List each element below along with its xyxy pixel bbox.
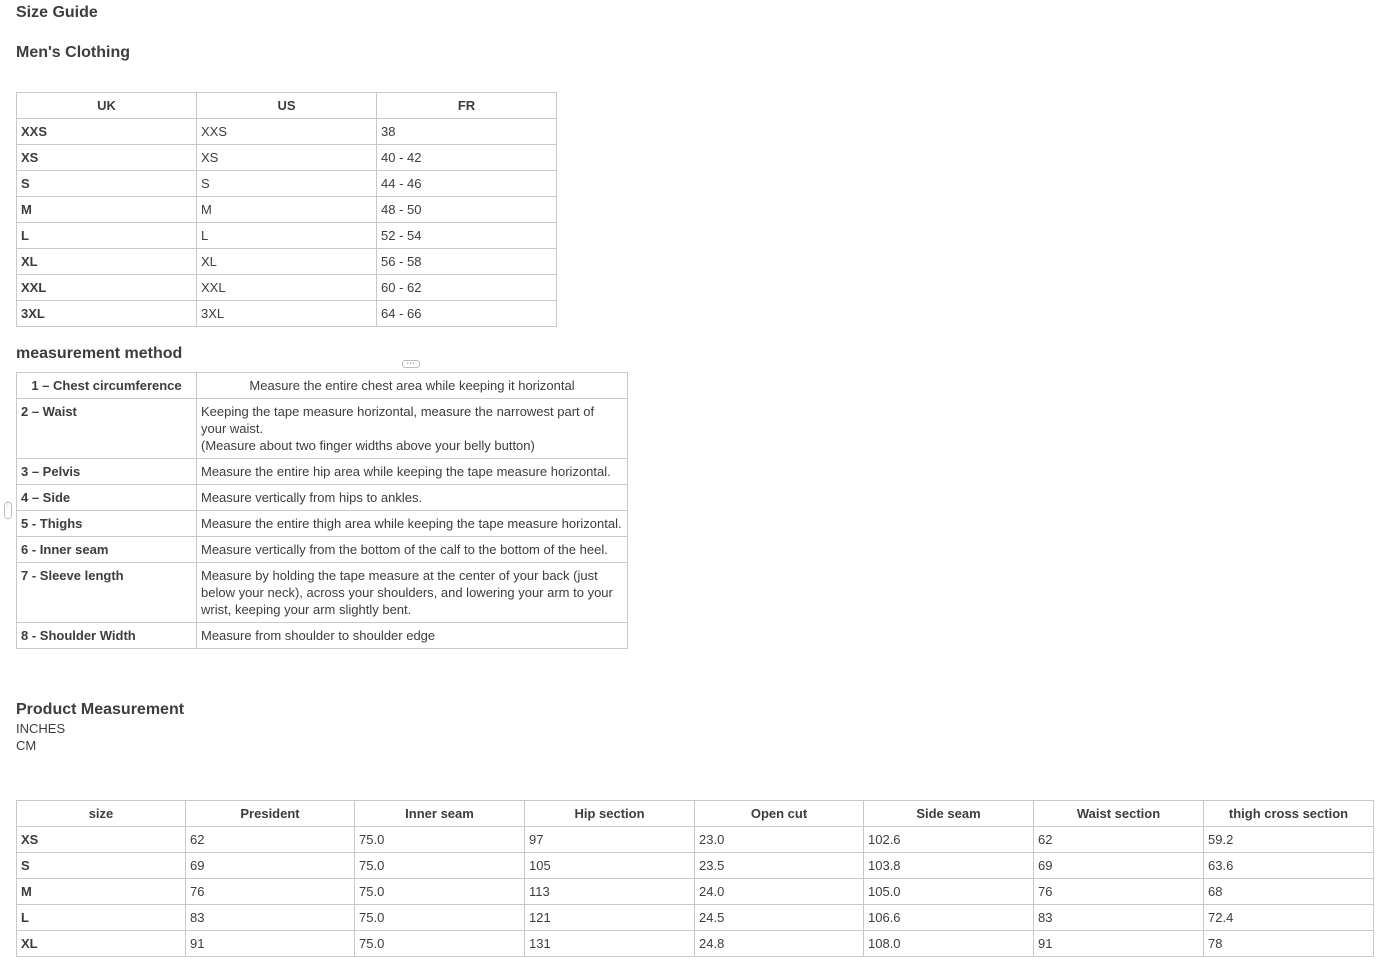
size-cell-us: M <box>197 197 377 223</box>
measurement-description <box>197 511 628 537</box>
size-cell-us: XL <box>197 249 377 275</box>
size-cell-fr: 44 - 46 <box>377 171 557 197</box>
measurement-value: 75.0 <box>355 879 525 905</box>
size-cell-uk: XS <box>17 145 197 171</box>
measurement-value: 97 <box>525 827 695 853</box>
measurement-name: 8 - Shoulder Width <box>17 623 197 649</box>
size-cell-uk: 3XL <box>17 301 197 327</box>
column-header-us: US <box>197 93 377 119</box>
size-cell-uk: XXS <box>17 119 197 145</box>
unit-option-cm[interactable]: CM <box>16 738 37 753</box>
product-measurement-table <box>16 800 1374 957</box>
row-drag-handle-icon[interactable]: ⋮ <box>4 502 12 519</box>
column-header: Inner seam <box>355 801 525 827</box>
size-cell-us: S <box>197 171 377 197</box>
table-row <box>17 373 628 399</box>
table-row <box>17 119 557 145</box>
measurement-value: 75.0 <box>355 931 525 957</box>
size-cell-fr: 38 <box>377 119 557 145</box>
measurement-value: 68 <box>1204 879 1374 905</box>
table-row <box>17 853 1374 879</box>
column-header: Open cut <box>695 801 864 827</box>
page-title: Size Guide <box>16 4 98 21</box>
description-line: Measure the entire chest area while keeping it horizontal <box>249 378 575 393</box>
table-row <box>17 623 628 649</box>
measurement-value: 105.0 <box>864 879 1034 905</box>
section-title-measurement-method: measurement method <box>16 345 183 362</box>
description-line: Keeping the tape measure horizontal, measure the narrowest part of your waist. <box>201 404 595 436</box>
size-cell: L <box>17 905 186 931</box>
table-row <box>17 485 628 511</box>
table-row <box>17 879 1374 905</box>
table-row <box>17 537 628 563</box>
table-row <box>17 459 628 485</box>
description-line: Measure vertically from hips to ankles. <box>201 490 423 505</box>
size-cell: XS <box>17 827 186 853</box>
measurement-description <box>197 459 628 485</box>
measurement-value: 24.5 <box>695 905 864 931</box>
table-row <box>17 827 1374 853</box>
measurement-value: 76 <box>1034 879 1204 905</box>
measurement-description <box>197 373 628 399</box>
measurement-value: 75.0 <box>355 853 525 879</box>
size-conversion-table <box>16 92 557 327</box>
measurement-value: 62 <box>186 827 355 853</box>
column-header: Waist section <box>1034 801 1204 827</box>
table-row <box>17 249 557 275</box>
table-row <box>17 171 557 197</box>
section-title-mens-clothing: Men's Clothing <box>16 44 131 61</box>
measurement-name: 3 – Pelvis <box>17 459 197 485</box>
size-cell-uk: L <box>17 223 197 249</box>
measurement-value: 131 <box>525 931 695 957</box>
table-row <box>17 399 628 459</box>
size-cell-uk: S <box>17 171 197 197</box>
size-cell-us: XXS <box>197 119 377 145</box>
table-row <box>17 197 557 223</box>
measurement-description <box>197 399 628 459</box>
size-cell-fr: 56 - 58 <box>377 249 557 275</box>
column-header: President <box>186 801 355 827</box>
size-cell-uk: XXL <box>17 275 197 301</box>
size-cell-us: XS <box>197 145 377 171</box>
measurement-value: 78 <box>1204 931 1374 957</box>
measurement-method-table <box>16 372 628 649</box>
size-cell-fr: 64 - 66 <box>377 301 557 327</box>
description-line: (Measure about two finger widths above your belly button) <box>201 438 535 453</box>
table-header-row <box>17 93 557 119</box>
measurement-value: 62 <box>1034 827 1204 853</box>
description-line: Measure by holding the tape measure at the center of your back (just below your neck), across your shoulders, and lowering your arm to your wrist, keeping your arm slightly bent. <box>201 568 613 617</box>
measurement-value: 75.0 <box>355 827 525 853</box>
column-header: size <box>17 801 186 827</box>
measurement-value: 72.4 <box>1204 905 1374 931</box>
description-line: Measure vertically from the bottom of the calf to the bottom of the heel. <box>201 542 608 557</box>
size-cell-uk: M <box>17 197 197 223</box>
description-line: Measure from shoulder to shoulder edge <box>201 628 436 643</box>
table-row <box>17 905 1374 931</box>
column-header: Side seam <box>864 801 1034 827</box>
measurement-value: 24.0 <box>695 879 864 905</box>
description-line: Measure the entire hip area while keeping the tape measure horizontal. <box>201 464 611 479</box>
measurement-value: 23.5 <box>695 853 864 879</box>
measurement-value: 102.6 <box>864 827 1034 853</box>
table-row <box>17 931 1374 957</box>
measurement-value: 63.6 <box>1204 853 1374 879</box>
measurement-name: 4 – Side <box>17 485 197 511</box>
measurement-value: 105 <box>525 853 695 879</box>
size-cell: M <box>17 879 186 905</box>
measurement-value: 75.0 <box>355 905 525 931</box>
column-header-uk: UK <box>17 93 197 119</box>
measurement-name: 5 - Thighs <box>17 511 197 537</box>
size-cell-fr: 40 - 42 <box>377 145 557 171</box>
section-title-product-measurement: Product Measurement <box>16 701 185 718</box>
table-drag-handle-icon[interactable]: ••• <box>402 360 420 368</box>
size-cell-fr: 48 - 50 <box>377 197 557 223</box>
size-cell-uk: XL <box>17 249 197 275</box>
measurement-description <box>197 623 628 649</box>
size-cell-us: XXL <box>197 275 377 301</box>
size-cell-fr: 52 - 54 <box>377 223 557 249</box>
measurement-value: 106.6 <box>864 905 1034 931</box>
measurement-value: 103.8 <box>864 853 1034 879</box>
size-cell-us: L <box>197 223 377 249</box>
measurement-value: 23.0 <box>695 827 864 853</box>
table-row <box>17 563 628 623</box>
table-row <box>17 223 557 249</box>
measurement-value: 76 <box>186 879 355 905</box>
size-cell-fr: 60 - 62 <box>377 275 557 301</box>
measurement-value: 69 <box>1034 853 1204 879</box>
measurement-value: 69 <box>186 853 355 879</box>
measurement-value: 59.2 <box>1204 827 1374 853</box>
measurement-description <box>197 563 628 623</box>
measurement-value: 24.8 <box>695 931 864 957</box>
measurement-value: 83 <box>1034 905 1204 931</box>
table-row <box>17 275 557 301</box>
description-line: Measure the entire thigh area while keeping the tape measure horizontal. <box>201 516 622 531</box>
measurement-name: 1 – Chest circumference <box>17 373 197 399</box>
measurement-value: 91 <box>1034 931 1204 957</box>
measurement-value: 83 <box>186 905 355 931</box>
measurement-value: 108.0 <box>864 931 1034 957</box>
table-row <box>17 301 557 327</box>
table-row <box>17 511 628 537</box>
column-header: Hip section <box>525 801 695 827</box>
measurement-name: 2 – Waist <box>17 399 197 459</box>
table-header-row <box>17 801 1374 827</box>
measurement-name: 6 - Inner seam <box>17 537 197 563</box>
size-cell: S <box>17 853 186 879</box>
measurement-description <box>197 537 628 563</box>
measurement-description <box>197 485 628 511</box>
size-cell-us: 3XL <box>197 301 377 327</box>
column-header: thigh cross section <box>1204 801 1374 827</box>
unit-option-inches[interactable]: INCHES <box>16 721 66 736</box>
measurement-value: 121 <box>525 905 695 931</box>
column-header-fr: FR <box>377 93 557 119</box>
measurement-name: 7 - Sleeve length <box>17 563 197 623</box>
measurement-value: 113 <box>525 879 695 905</box>
size-cell: XL <box>17 931 186 957</box>
table-row <box>17 145 557 171</box>
measurement-value: 91 <box>186 931 355 957</box>
